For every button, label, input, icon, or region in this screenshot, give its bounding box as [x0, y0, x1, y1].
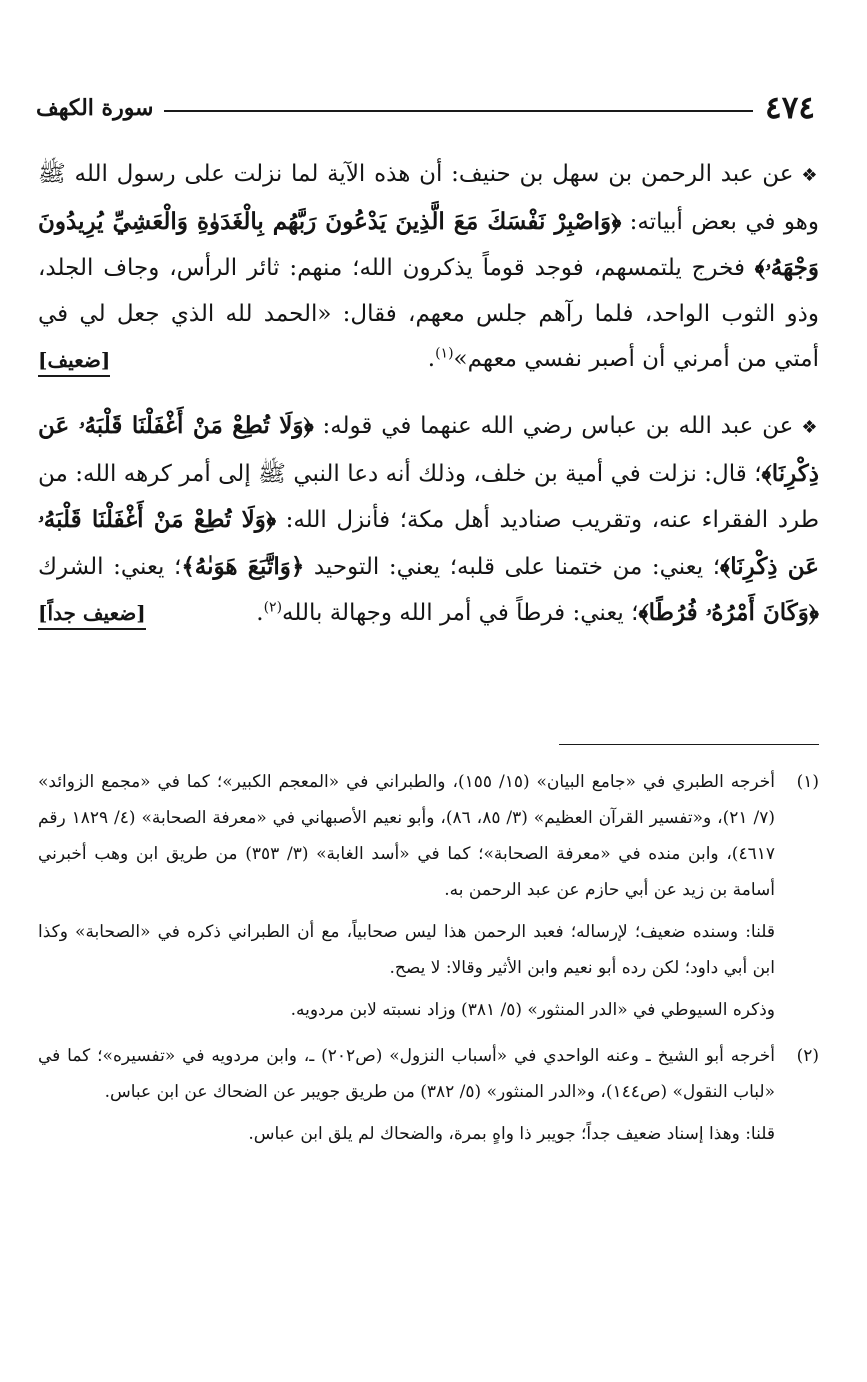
- footnote-paragraph: أخرجه أبو الشيخ ـ وعنه الواحدي في «أسباب النزول» (ص٢٠٢) ـ، وابن مردويه في «تفسيره»؛ كما في «لباب النقول» (ص١٤٤)، و«الدر المنثور» (٥/ ٣٨٢) من طريق جويبر عن الضحاك عن ابن عباس.: [38, 1046, 775, 1102]
- footnote: [38, 764, 819, 1034]
- footnote-paragraph: وذكره السيوطي في «الدر المنثور» (٥/ ٣٨١) وزاد نسبته لابن مردويه.: [290, 1000, 775, 1020]
- quran-verse: ﴿وَاصْبِرْ نَفْسَكَ مَعَ الَّذِينَ يَدْعُونَ رَبَّهُم بِالْغَدَوٰةِ وَالْعَشِيِّ يُرِيدُونَ وَجْهَهُۥ﴾: [38, 207, 819, 282]
- bullet-icon: ❖: [801, 165, 819, 186]
- hadith-text: ؛ يعني: فرطاً في أمر الله وجهالة بالله: [282, 600, 639, 627]
- hadith-grade: [ضعيف]: [38, 345, 110, 377]
- quran-verse: ﴿وَكَانَ أَمْرُهُۥ فُرُطًا﴾: [638, 599, 819, 627]
- footnote-reference[interactable]: (١): [435, 345, 454, 362]
- hadith-intro: عن عبد الله بن عباس رضي الله عنهما في قوله:: [313, 412, 794, 439]
- footnote-marker: (١): [796, 772, 819, 792]
- hadith-text: ؛ يعني: من ختمنا على قلبه؛ يعني: التوحيد: [304, 553, 721, 580]
- main-text: [38, 152, 819, 637]
- footnote-separator: [559, 744, 819, 745]
- quran-verse: ﴿وَلَا تُطِعْ مَنْ أَغْفَلْنَا قَلْبَهُۥ عَن ذِكْرِنَا﴾: [38, 411, 819, 487]
- footnote-paragraph: قلنا: وهذا إسناد ضعيف جداً؛ جويبر ذا واهٍ بمرة، والضحاك لم يلق ابن عباس.: [248, 1124, 775, 1144]
- bullet-icon: ❖: [801, 416, 820, 438]
- footnote-paragraph: قلنا: وسنده ضعيف؛ لإرساله؛ فعبد الرحمن هذا ليس صحابياً، مع أن الطبراني ذكره في «الصحابة» وكذا ابن أبي داود؛ لكن رده أبو نعيم وابن الأثير وقالا: لا يصح.: [38, 922, 775, 978]
- quran-verse: ﴿وَاتَّبَعَ هَوَىٰهُ﴾: [181, 552, 305, 580]
- hadith-text: ؛ يعني: الشرك: [38, 553, 182, 580]
- hadith-paragraph: [38, 152, 819, 383]
- surah-title: سورة الكهف: [36, 95, 154, 121]
- footnote: [38, 1038, 819, 1158]
- hadith-intro: عن عبد الرحمن بن سهل بن حنيف: أن هذه الآية لما نزلت على رسول الله ﷺ وهو في بعض أبياته:: [38, 161, 819, 235]
- footnote-body: [38, 1038, 775, 1158]
- hadith-paragraph: [38, 403, 819, 637]
- footnote-paragraph: أخرجه الطبري في «جامع البيان» (١٥/ ١٥٥)، والطبراني في «المعجم الكبير»؛ كما في «مجمع الزوائد» (٧/ ٢١)، و«تفسير القرآن العظيم» (٣/ ٨٥، ٨٦)، وأبو نعيم الأصبهاني في «معرفة الصحابة» (٤/ ١٨٢٩ رقم ٤٦١٧)، وابن منده في «معرفة الصحابة»؛ كما في «أسد الغابة» (٣/ ٣٥٣) من طريق ابن وهب أخبرني أسامة بن زيد عن أبي حازم عن عبد الرحمن به.: [38, 772, 775, 900]
- header-rule: [164, 110, 754, 112]
- hadith-text: ؛ قال: نزلت في أمية بن خلف، وذلك أنه دعا النبي ﷺ إلى أمر كرهه الله: من طرد الفقراء عنه، وتقريب صناديد أهل مكة؛ فأنزل الله:: [38, 460, 820, 534]
- page-header: [36, 88, 815, 128]
- hadith-text: فخرج يلتمسهم، فوجد قوماً يذكرون الله؛ منهم: ثائر الرأس، وجاف الجلد، وذو الثوب الواحد، فلما رآهم جلس معهم، فقال: «الحمد لله الذي جعل لي في أمتي من أمرني أن أصبر نفسي معهم»: [38, 255, 819, 373]
- footnote-body: [38, 764, 775, 1034]
- sentence-end: .: [256, 600, 264, 627]
- footnote-marker: (٢): [796, 1046, 819, 1066]
- footnotes-section: [38, 764, 819, 1162]
- quran-verse: ﴿وَلَا تُطِعْ مَنْ أَغْفَلْنَا قَلْبَهُۥ عَن ذِكْرِنَا﴾: [38, 506, 819, 580]
- sentence-end: .: [427, 346, 436, 373]
- hadith-grade: [ضعيف جداً]: [38, 598, 146, 630]
- page-number: ٤٧٤: [765, 90, 815, 126]
- footnote-reference[interactable]: (٢): [263, 599, 283, 616]
